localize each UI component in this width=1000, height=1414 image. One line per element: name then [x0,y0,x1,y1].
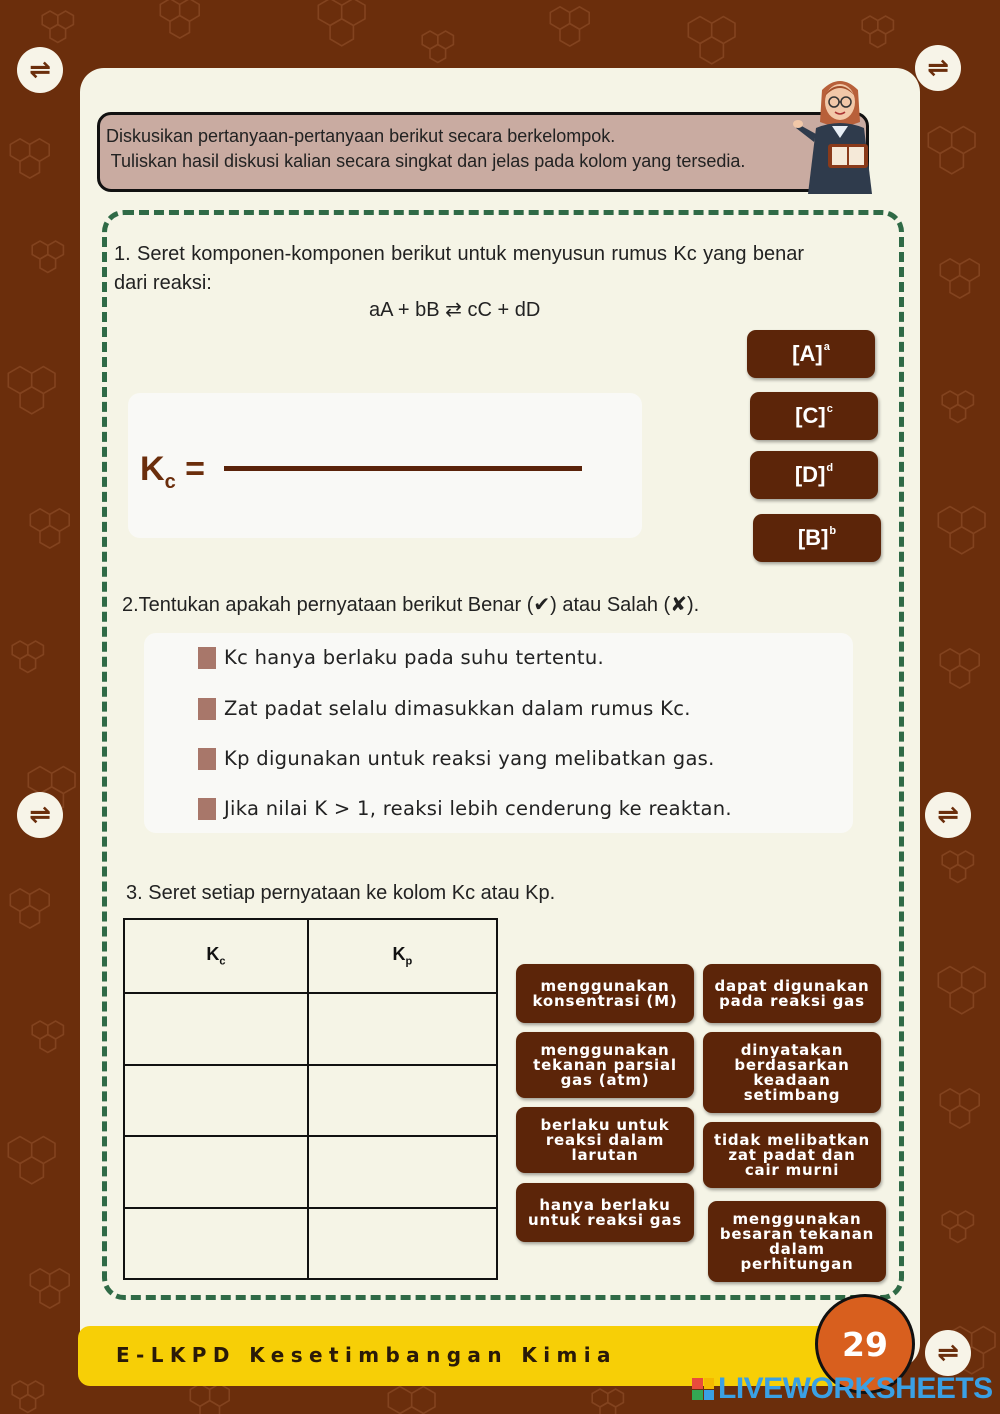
drop-cell[interactable] [308,1065,497,1137]
hexagon-decoration [950,405,966,423]
hexagon-decoration [940,147,963,174]
column-header-kc: $K_c$ [124,919,308,993]
drag-chip-d[interactable]: [D] d [750,451,878,499]
question-1-text: 1. Seret komponen-komponen berikut untuk menyusun rumus Kc yang benar dari reaksi: [114,243,804,294]
drag-chip-c[interactable]: [C] c [750,392,878,440]
drop-cell[interactable] [124,1136,308,1208]
page-number: 29 [815,1294,915,1394]
hexagon-decoration [20,387,43,414]
answer-checkbox[interactable] [198,798,216,820]
statement-row [198,646,604,669]
drag-statement-reaksi-gas[interactable]: hanya berlaku untuk reaksi gas [516,1183,694,1242]
drop-cell[interactable] [124,1065,308,1137]
hexagon-decoration [560,24,580,46]
question-3-text: 3. Seret setiap pernyataan ke kolom Kc atau Kp. [126,882,556,904]
hexagon-decoration [50,25,66,43]
hexagon-decoration [950,1225,966,1243]
hexagon-decoration [400,1407,423,1414]
statement-text: Zat padat selalu dimasukkan dalam rumus Kc. [224,697,691,720]
drop-cell[interactable] [124,993,308,1065]
hexagon-decoration [40,526,60,549]
answer-checkbox[interactable] [198,748,216,770]
hexagon-decoration [40,1035,56,1053]
hexagon-decoration [20,1157,43,1184]
drop-cell[interactable] [124,1208,308,1280]
footer-title: E-LKPD Kesetimbangan Kimia [116,1343,617,1367]
hexagon-decoration [700,37,723,64]
hexagon-decoration [40,255,56,273]
drag-statement-larutan[interactable]: berlaku untuk reaksi dalam larutan [516,1107,694,1173]
liveworksheets-logo-icon [692,1378,714,1400]
hexagon-decoration [430,45,446,63]
hexagon-decoration [600,1403,616,1414]
hexagon-decoration [950,1106,970,1129]
question-2-text: 2.Tentukan apakah pernyataan berikut Benar (✔) atau Salah (✘). [122,594,700,616]
answer-checkbox[interactable] [198,698,216,720]
column-header-kp: $K_p$ [308,919,497,993]
hexagon-decoration [950,666,970,689]
teacher-illustration [792,72,888,194]
hexagon-decoration [330,19,353,46]
hexagon-decoration [870,30,886,48]
swap-icon[interactable]: ⇌ [915,45,961,91]
drag-statement-besaran-tekanan[interactable]: menggunakan besaran tekanan dalam perhitungan [708,1201,886,1282]
drag-chip-b[interactable]: [B] b [753,514,881,562]
hexagon-decoration [950,987,973,1014]
swap-icon[interactable]: ⇌ [925,1330,971,1376]
instruction-line-2: Tuliskan hasil diskusi kalian secara singkat dan jelas pada kolom yang tersedia. [106,151,746,171]
drop-cell[interactable] [308,993,497,1065]
statement-row [198,797,732,820]
watermark-text: LIVEWORKSHEETS [718,1372,993,1405]
statement-text: Kp digunakan untuk reaksi yang melibatkan gas. [224,747,715,770]
hexagon-decoration [200,1401,220,1414]
hexagon-decoration [20,655,36,673]
hexagon-decoration [40,1286,60,1309]
drag-statement-tekanan-parsial[interactable]: menggunakan tekanan parsial gas (atm) [516,1032,694,1098]
hexagon-decoration [20,1395,36,1413]
hexagon-decoration [170,16,190,38]
instruction-box [97,112,869,192]
fraction-line [224,466,582,471]
swap-icon[interactable]: ⇌ [17,47,63,93]
statement-row [198,747,715,770]
kc-kp-table [123,918,498,1280]
instruction-line-1: Diskusikan pertanyaan-pertanyaan berikut secara berkelompok. [106,126,616,146]
hexagon-decoration [950,865,966,883]
drag-statement-setimbang[interactable]: dinyatakan berdasarkan keadaan setimbang [703,1032,881,1113]
hexagon-decoration [20,156,40,179]
drag-chip-a[interactable]: [A] a [747,330,875,378]
kc-label: $K_c$ = [140,450,205,493]
hexagon-decoration [950,527,973,554]
drop-cell[interactable] [308,1136,497,1208]
drag-statement-konsentrasi[interactable]: menggunakan konsentrasi (M) [516,964,694,1023]
drag-statement-zat-padat[interactable]: tidak melibatkan zat padat dan cair murni [703,1122,881,1188]
swap-icon[interactable]: ⇌ [17,792,63,838]
liveworksheets-watermark [692,1372,993,1406]
statement-text: Jika nilai K > 1, reaksi lebih cenderung ke reaktan. [224,797,732,820]
answer-checkbox[interactable] [198,647,216,669]
hexagon-decoration [20,906,40,929]
swap-icon[interactable]: ⇌ [925,792,971,838]
hexagon-decoration [950,276,970,299]
drag-statement-dapat-gas[interactable]: dapat digunakan pada reaksi gas [703,964,881,1023]
reaction-equation: aA + bB ⇄ cC + dD [369,299,541,321]
statement-row [198,697,691,720]
statement-text: Kc hanya berlaku pada suhu tertentu. [224,646,605,669]
drop-cell[interactable] [308,1208,497,1280]
